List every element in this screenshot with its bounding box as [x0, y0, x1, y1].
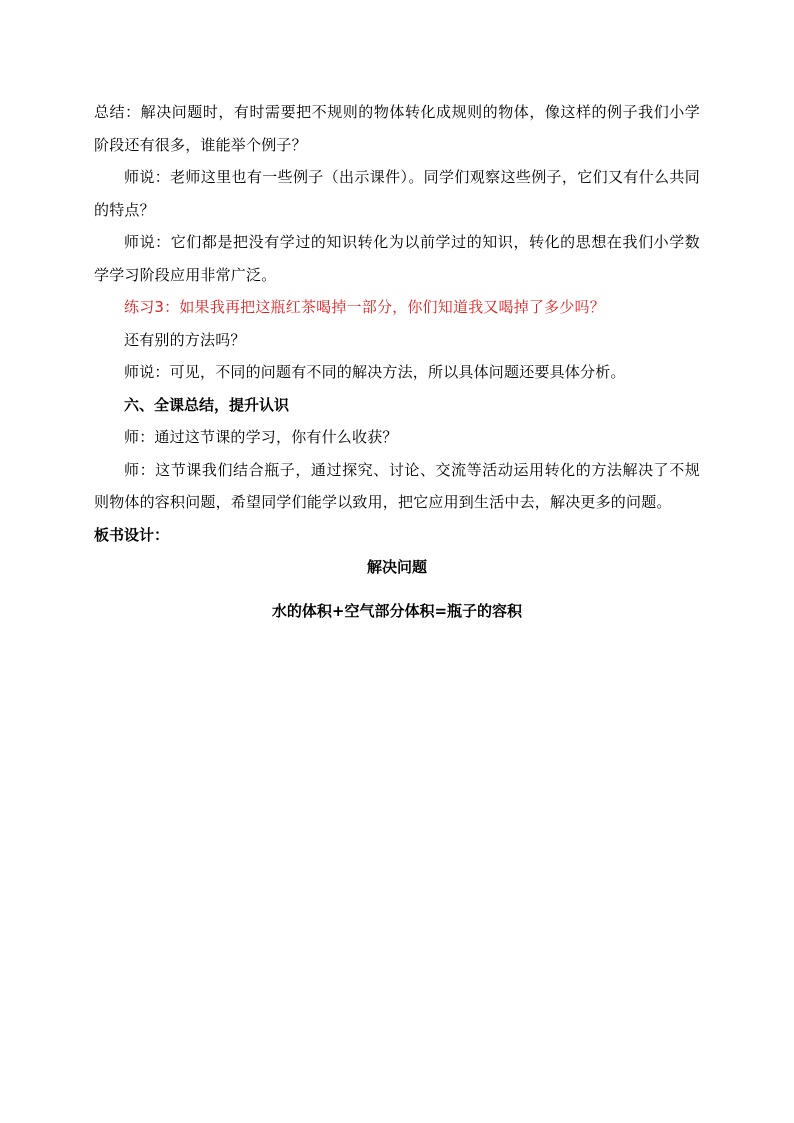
teacher-closing-paragraph: 师：这节课我们结合瓶子，通过探究、讨论、交流等活动运用转化的方法解决了不规则物体的容积问题，希望同学们能学以致用，把它应用到生活中去，解决更多的问题。: [94, 460, 700, 511]
summary-paragraph: 总结：解决问题时，有时需要把不规则的物体转化成规则的物体，像这样的例子我们小学阶段还有很多，谁能举个例子？: [94, 103, 700, 154]
section-6-heading: 六、全课总结，提升认识: [124, 395, 290, 414]
teacher-paragraph-examples: 师说：老师这里也有一些例子（出示课件）。同学们观察这些例子，它们又有什么共同的特点？: [94, 168, 700, 219]
other-methods-paragraph: 还有别的方法吗？: [124, 330, 246, 349]
document-content: [94, 96, 700, 642]
board-design-label: 板书设计：: [94, 525, 170, 544]
board-design-title: 解决问题: [366, 558, 427, 576]
exercise-3-paragraph: 练习3：如果我再把这瓶红茶喝掉一部分，你们知道我又喝掉了多少吗？: [124, 298, 605, 316]
board-design-formula: 水的体积+空气部分体积=瓶子的容积: [271, 602, 523, 620]
teacher-paragraph-analysis: 师说：可见，不同的问题有不同的解决方法，所以具体问题还要具体分析。: [124, 363, 626, 381]
teacher-paragraph-conversion: 师说：它们都是把没有学过的知识转化为以前学过的知识，转化的思想在我们小学数学学习阶段应用非常广泛。: [94, 233, 700, 284]
teacher-question-paragraph: 师：通过这节课的学习，你有什么收获？: [124, 428, 398, 446]
